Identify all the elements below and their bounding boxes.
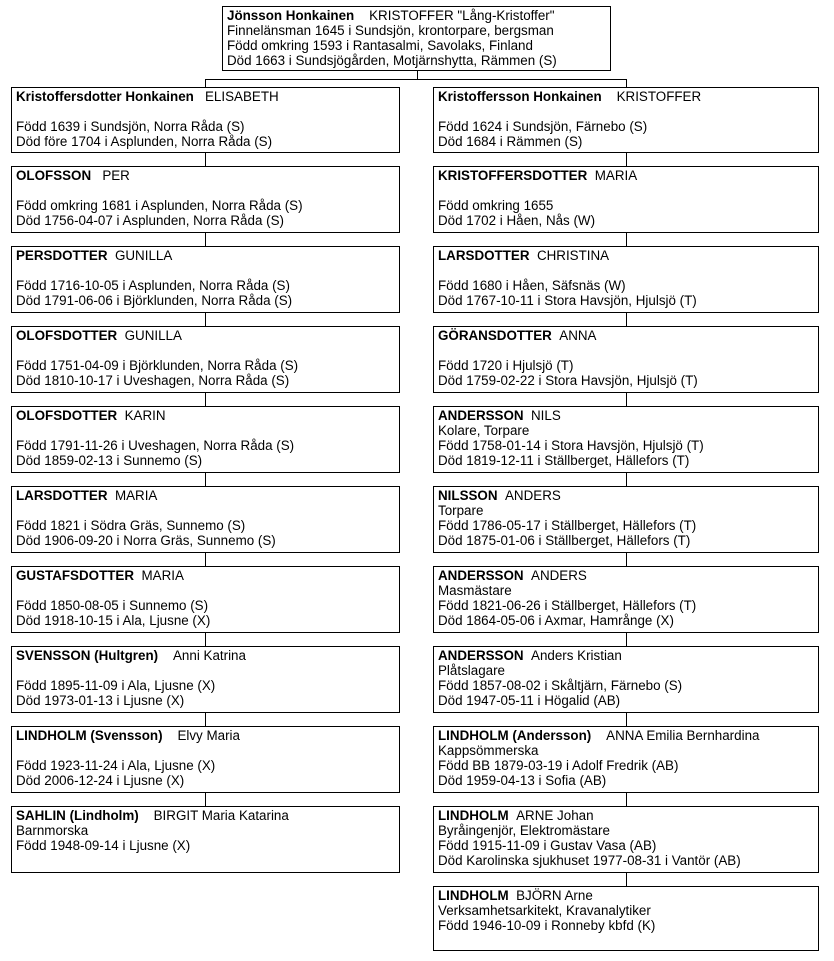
generation-connector	[626, 232, 627, 247]
person-surname: SVENSSON (Hultgren)	[16, 648, 159, 663]
person-detail-line	[16, 663, 396, 678]
person-name-line	[16, 648, 396, 663]
person-surname: KRISTOFFERSDOTTER	[438, 168, 588, 183]
person-detail-line: Död 1959-04-13 i Sofia (AB)	[438, 773, 607, 788]
person-detail-line	[16, 583, 396, 598]
person-detail-line: Född omkring 1655	[438, 198, 554, 213]
person-name-line	[438, 488, 815, 503]
person-box-root[interactable]	[222, 6, 611, 71]
person-surname: Kristoffersdotter Honkainen	[16, 89, 194, 104]
person-detail-line	[438, 343, 815, 358]
person-given-name: GUNILLA	[114, 248, 173, 263]
generation-connector	[626, 552, 627, 567]
person-given-name: BIRGIT Maria Katarina	[153, 808, 289, 823]
generation-connector	[626, 312, 627, 327]
person-surname: NILSSON	[438, 488, 498, 503]
person-detail-line: Född 1923-11-24 i Ala, Ljusne (X)	[16, 758, 216, 773]
person-box-left-8[interactable]	[11, 646, 400, 713]
person-detail-line: Plåtslagare	[438, 663, 505, 678]
person-detail-line	[16, 743, 396, 758]
person-detail-line: Född 1751-04-09 i Björklunden, Norra Råda (S)	[16, 358, 299, 373]
person-detail-line: Barnmorska	[16, 823, 89, 838]
generation-connector	[205, 792, 206, 807]
person-surname: ANDERSSON	[438, 408, 524, 423]
generation-connector	[626, 392, 627, 407]
person-box-left-10[interactable]	[11, 806, 400, 873]
person-detail-line: Född BB 1879-03-19 i Adolf Fredrik (AB)	[438, 758, 679, 773]
person-detail-line: Död 1906-09-20 i Norra Gräs, Sunnemo (S)	[16, 533, 276, 548]
person-detail-line: Död 1875-01-06 i Ställberget, Hällefors (T)	[438, 533, 691, 548]
person-detail-line: Född 1857-08-02 i Skåltjärn, Färnebo (S)	[438, 678, 683, 693]
person-detail-line: Född 1821-06-26 i Ställberget, Hällefors (T)	[438, 598, 697, 613]
person-detail-line: Död 1864-05-06 i Axmar, Hamrånge (X)	[438, 613, 674, 628]
person-given-name: GUNILLA	[124, 328, 182, 343]
person-box-right-2[interactable]	[433, 166, 819, 233]
person-given-name: ANNA Emilia Bernhardina	[606, 728, 760, 743]
person-given-name: ELISABETH	[205, 89, 279, 104]
person-given-name: ANDERS	[531, 568, 587, 583]
person-name-line	[438, 89, 815, 104]
person-detail-line	[438, 263, 815, 278]
person-surname: LINDHOLM (Andersson)	[438, 728, 592, 743]
person-box-right-10[interactable]	[433, 806, 819, 873]
person-given-name: Elvy Maria	[177, 728, 240, 743]
person-detail-line: Finnelänsman 1645 i Sundsjön, krontorpare, bergsman	[227, 23, 554, 38]
person-box-left-4[interactable]	[11, 326, 400, 393]
person-name-line	[438, 728, 815, 743]
person-box-left-7[interactable]	[11, 566, 400, 633]
person-detail-line: Död 1819-12-11 i Ställberget, Hällefors (T)	[438, 453, 690, 468]
person-surname: OLOFSSON	[16, 168, 92, 183]
person-box-right-3[interactable]	[433, 246, 819, 313]
generation-connector	[205, 312, 206, 327]
person-surname: OLOFSDOTTER	[16, 328, 118, 343]
person-box-left-1[interactable]	[11, 87, 400, 153]
person-given-name: MARIA	[114, 488, 158, 503]
person-given-name: MARIA	[594, 168, 638, 183]
person-given-name: KRISTOFFER "Lång-Kristoffer"	[369, 8, 555, 23]
person-box-right-4[interactable]	[433, 326, 819, 393]
person-box-left-3[interactable]	[11, 246, 400, 313]
person-name-line	[16, 328, 396, 343]
person-detail-line: Masmästare	[438, 583, 512, 598]
person-box-right-8[interactable]	[433, 646, 819, 713]
person-detail-line	[16, 343, 396, 358]
generation-connector	[626, 152, 627, 167]
person-name-line	[438, 408, 815, 423]
person-given-name: ARNE Johan	[516, 808, 594, 823]
person-detail-line: Död Karolinska sjukhuset 1977-08-31 i Vantör (AB)	[438, 853, 741, 868]
person-surname: SAHLIN (Lindholm)	[16, 808, 139, 823]
person-detail-line: Född 1791-11-26 i Uveshagen, Norra Råda (S)	[16, 438, 295, 453]
person-name-line	[438, 648, 815, 663]
person-surname: OLOFSDOTTER	[16, 408, 118, 423]
person-name-line	[227, 8, 607, 23]
person-surname: GUSTAFSDOTTER	[16, 568, 135, 583]
person-detail-line: Död 1767-10-11 i Stora Havsjön, Hjulsjö (T)	[438, 293, 697, 308]
person-detail-line	[16, 503, 396, 518]
person-surname: LINDHOLM	[438, 808, 509, 823]
person-name-line	[16, 168, 396, 183]
person-surname: PERSDOTTER	[16, 248, 108, 263]
person-detail-line: Född 1821 i Södra Gräs, Sunnemo (S)	[16, 518, 246, 533]
person-surname: LINDHOLM	[438, 888, 509, 903]
person-detail-line: Död 1947-05-11 i Högalid (AB)	[438, 693, 621, 708]
generation-connector	[205, 552, 206, 567]
person-detail-line: Född 1915-11-09 i Gustav Vasa (AB)	[438, 838, 657, 853]
person-box-right-5[interactable]	[433, 406, 819, 473]
person-detail-line: Född 1639 i Sundsjön, Norra Råda (S)	[16, 119, 245, 134]
generation-connector	[205, 712, 206, 727]
person-detail-line: Född 1624 i Sundsjön, Färnebo (S)	[438, 119, 648, 134]
generation-connector	[205, 472, 206, 487]
person-detail-line: Död 1702 i Håen, Nås (W)	[438, 213, 596, 228]
person-detail-line	[16, 104, 396, 119]
person-given-name: KARIN	[124, 408, 166, 423]
person-given-name: Anni Katrina	[173, 648, 246, 663]
person-detail-line	[16, 183, 396, 198]
person-given-name: BJÖRN Arne	[516, 888, 593, 903]
person-given-name: CHRISTINA	[536, 248, 610, 263]
person-box-left-9[interactable]	[11, 726, 400, 793]
person-detail-line	[16, 263, 396, 278]
person-surname: Jönsson Honkainen	[227, 8, 355, 23]
generation-connector	[205, 632, 206, 647]
person-box-left-2[interactable]	[11, 166, 400, 233]
person-detail-line: Död 1918-10-15 i Ala, Ljusne (X)	[16, 613, 211, 628]
person-detail-line: Byråingenjör, Elektromästare	[438, 823, 610, 838]
person-detail-line: Död 1756-04-07 i Asplunden, Norra Råda (S)	[16, 213, 284, 228]
person-detail-line: Född omkring 1681 i Asplunden, Norra Råda (S)	[16, 198, 303, 213]
person-surname: Kristoffersson Honkainen	[438, 89, 602, 104]
person-detail-line: Född 1786-05-17 i Ställberget, Hällefors (T)	[438, 518, 697, 533]
person-surname: GÖRANSDOTTER	[438, 328, 552, 343]
person-name-line	[16, 488, 396, 503]
person-name-line	[438, 248, 815, 263]
person-detail-line: Född 1758-01-14 i Stora Havsjön, Hjulsjö (T)	[438, 438, 704, 453]
person-detail-line: Död 1859-02-13 i Sunnemo (S)	[16, 453, 203, 468]
person-detail-line: Född 1680 i Håen, Säfsnäs (W)	[438, 278, 626, 293]
person-box-left-6[interactable]	[11, 486, 400, 553]
person-given-name: ANNA	[559, 328, 597, 343]
person-detail-line: Död 2006-12-24 i Ljusne (X)	[16, 773, 185, 788]
person-detail-line: Död 1684 i Rämmen (S)	[438, 134, 583, 149]
branch-connector	[205, 79, 627, 80]
generation-connector	[626, 792, 627, 807]
generation-connector	[626, 872, 627, 887]
person-name-line	[16, 408, 396, 423]
person-given-name: ANDERS	[504, 488, 561, 503]
person-box-right-1[interactable]	[433, 87, 819, 153]
person-name-line	[438, 888, 815, 903]
person-detail-line: Död 1791-06-06 i Björklunden, Norra Råda (S)	[16, 293, 293, 308]
person-detail-line: Född 1946-10-09 i Ronneby kbfd (K)	[438, 918, 656, 933]
person-name-line	[16, 568, 396, 583]
person-detail-line	[16, 423, 396, 438]
generation-connector	[626, 472, 627, 487]
person-given-name: PER	[102, 168, 130, 183]
person-box-right-6[interactable]	[433, 486, 819, 553]
generation-connector	[205, 152, 206, 167]
person-name-line	[438, 328, 815, 343]
generation-connector	[626, 632, 627, 647]
person-detail-line: Född 1850-08-05 i Sunnemo (S)	[16, 598, 209, 613]
person-detail-line: Född 1948-09-14 i Ljusne (X)	[16, 838, 191, 853]
person-detail-line: Kolare, Torpare	[438, 423, 530, 438]
person-detail-line: Död 1663 i Sundsjögården, Motjärnshytta, Rämmen (S)	[227, 53, 557, 68]
person-name-line	[16, 89, 396, 104]
person-given-name: Anders Kristian	[531, 648, 622, 663]
person-name-line	[438, 568, 815, 583]
person-detail-line: Född 1720 i Hjulsjö (T)	[438, 358, 574, 373]
person-name-line	[16, 728, 396, 743]
person-detail-line: Död 1759-02-22 i Stora Havsjön, Hjulsjö (T)	[438, 373, 698, 388]
generation-connector	[626, 712, 627, 727]
person-box-right-7[interactable]	[433, 566, 819, 633]
person-detail-line: Död före 1704 i Asplunden, Norra Råda (S)	[16, 134, 273, 149]
person-box-left-5[interactable]	[11, 406, 400, 473]
person-name-line	[438, 808, 815, 823]
person-given-name: KRISTOFFER	[616, 89, 702, 104]
person-detail-line: Död 1973-01-13 i Ljusne (X)	[16, 693, 185, 708]
person-detail-line	[438, 183, 815, 198]
person-detail-line: Verksamhetsarkitekt, Kravanalytiker	[438, 903, 651, 918]
person-box-right-9[interactable]	[433, 726, 819, 793]
person-surname: LARSDOTTER	[438, 248, 530, 263]
person-surname: ANDERSSON	[438, 648, 524, 663]
person-surname: LINDHOLM (Svensson)	[16, 728, 163, 743]
person-detail-line: Född 1895-11-09 i Ala, Ljusne (X)	[16, 678, 216, 693]
person-name-line	[438, 168, 815, 183]
person-detail-line	[438, 104, 815, 119]
person-name-line	[16, 808, 396, 823]
person-surname: ANDERSSON	[438, 568, 524, 583]
person-given-name: MARIA	[141, 568, 184, 583]
person-surname: LARSDOTTER	[16, 488, 108, 503]
person-detail-line: Torpare	[438, 503, 484, 518]
generation-connector	[205, 392, 206, 407]
person-box-right-11[interactable]	[433, 886, 819, 951]
generation-connector	[205, 232, 206, 247]
person-detail-line: Född 1716-10-05 i Asplunden, Norra Råda (S)	[16, 278, 290, 293]
person-detail-line: Död 1810-10-17 i Uveshagen, Norra Råda (S)	[16, 373, 290, 388]
person-name-line	[16, 248, 396, 263]
person-detail-line: Född omkring 1593 i Rantasalmi, Savolaks, Finland	[227, 38, 533, 53]
person-detail-line: Kappsömmerska	[438, 743, 539, 758]
person-given-name: NILS	[531, 408, 561, 423]
